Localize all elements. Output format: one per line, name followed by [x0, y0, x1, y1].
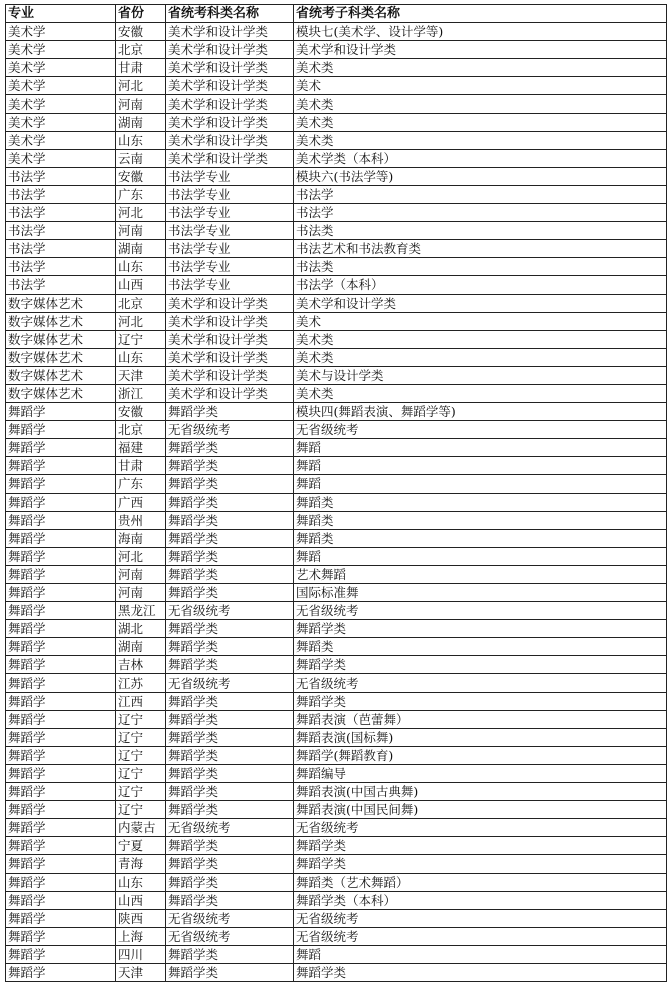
cell-major: 书法学	[6, 204, 116, 222]
cell-category: 美术学和设计学类	[166, 312, 294, 330]
cell-major: 书法学	[6, 222, 116, 240]
cell-major: 书法学	[6, 185, 116, 203]
cell-major: 美术学	[6, 113, 116, 131]
cell-major: 数字媒体艺术	[6, 384, 116, 402]
table-row	[6, 547, 667, 565]
table-row	[6, 620, 667, 638]
cell-category: 舞蹈学类	[166, 891, 294, 909]
cell-subcategory: 无省级统考	[294, 602, 667, 620]
cell-province: 湖南	[116, 240, 166, 258]
cell-major: 舞蹈学	[6, 529, 116, 547]
table-row	[6, 638, 667, 656]
cell-subcategory: 舞蹈	[294, 475, 667, 493]
cell-province: 山东	[116, 348, 166, 366]
cell-subcategory: 舞蹈学(舞蹈教育)	[294, 746, 667, 764]
table-row	[6, 113, 667, 131]
table-row	[6, 945, 667, 963]
table-row	[6, 294, 667, 312]
cell-category: 舞蹈学类	[166, 565, 294, 583]
cell-province: 安徽	[116, 23, 166, 41]
table-row	[6, 222, 667, 240]
cell-major: 舞蹈学	[6, 547, 116, 565]
cell-subcategory: 美术学和设计学类	[294, 41, 667, 59]
header-row	[6, 5, 667, 23]
cell-major: 舞蹈学	[6, 783, 116, 801]
table-row	[6, 77, 667, 95]
cell-province: 辽宁	[116, 801, 166, 819]
cell-category: 无省级统考	[166, 602, 294, 620]
cell-major: 舞蹈学	[6, 945, 116, 963]
cell-major: 舞蹈学	[6, 493, 116, 511]
cell-major: 舞蹈学	[6, 403, 116, 421]
cell-province: 安徽	[116, 167, 166, 185]
table-row	[6, 384, 667, 402]
cell-subcategory: 书法类	[294, 222, 667, 240]
cell-category: 舞蹈学类	[166, 547, 294, 565]
cell-category: 舞蹈学类	[166, 584, 294, 602]
cell-province: 江苏	[116, 674, 166, 692]
cell-province: 青海	[116, 855, 166, 873]
cell-category: 舞蹈学类	[166, 656, 294, 674]
table-row	[6, 312, 667, 330]
cell-major: 舞蹈学	[6, 891, 116, 909]
cell-subcategory: 舞蹈	[294, 457, 667, 475]
cell-major: 舞蹈学	[6, 855, 116, 873]
cell-category: 舞蹈学类	[166, 945, 294, 963]
table-row	[6, 204, 667, 222]
cell-category: 舞蹈学类	[166, 620, 294, 638]
table-row	[6, 475, 667, 493]
cell-major: 美术学	[6, 41, 116, 59]
cell-province: 内蒙古	[116, 819, 166, 837]
cell-category: 美术学和设计学类	[166, 23, 294, 41]
cell-category: 无省级统考	[166, 819, 294, 837]
cell-province: 山东	[116, 131, 166, 149]
cell-province: 云南	[116, 149, 166, 167]
cell-category: 舞蹈学类	[166, 475, 294, 493]
cell-subcategory: 书法学	[294, 204, 667, 222]
cell-category: 舞蹈学类	[166, 710, 294, 728]
cell-province: 辽宁	[116, 783, 166, 801]
cell-major: 舞蹈学	[6, 620, 116, 638]
cell-category: 书法学专业	[166, 276, 294, 294]
table-row	[6, 710, 667, 728]
table-row	[6, 656, 667, 674]
cell-major: 舞蹈学	[6, 674, 116, 692]
cell-category: 美术学和设计学类	[166, 330, 294, 348]
cell-major: 数字媒体艺术	[6, 312, 116, 330]
cell-category: 舞蹈学类	[166, 783, 294, 801]
cell-major: 数字媒体艺术	[6, 330, 116, 348]
cell-category: 无省级统考	[166, 421, 294, 439]
cell-category: 无省级统考	[166, 674, 294, 692]
cell-province: 辽宁	[116, 710, 166, 728]
cell-province: 吉林	[116, 656, 166, 674]
cell-subcategory: 舞蹈学类	[294, 620, 667, 638]
table-row	[6, 366, 667, 384]
cell-category: 美术学和设计学类	[166, 59, 294, 77]
table-row	[6, 421, 667, 439]
cell-province: 河北	[116, 547, 166, 565]
cell-province: 湖北	[116, 620, 166, 638]
cell-subcategory: 书法类	[294, 258, 667, 276]
cell-category: 书法学专业	[166, 222, 294, 240]
table-row	[6, 891, 667, 909]
cell-subcategory: 美术类	[294, 384, 667, 402]
column-header-category: 省统考科类名称	[166, 5, 294, 23]
table-row	[6, 801, 667, 819]
cell-subcategory: 美术学类（本科）	[294, 149, 667, 167]
cell-category: 舞蹈学类	[166, 728, 294, 746]
cell-major: 舞蹈学	[6, 746, 116, 764]
cell-province: 山西	[116, 891, 166, 909]
cell-subcategory: 舞蹈类	[294, 511, 667, 529]
cell-province: 河南	[116, 95, 166, 113]
table-row	[6, 95, 667, 113]
cell-subcategory: 舞蹈类（艺术舞蹈）	[294, 873, 667, 891]
cell-category: 美术学和设计学类	[166, 77, 294, 95]
cell-major: 书法学	[6, 240, 116, 258]
cell-province: 北京	[116, 421, 166, 439]
cell-province: 甘肃	[116, 457, 166, 475]
cell-major: 舞蹈学	[6, 439, 116, 457]
cell-subcategory: 舞蹈类	[294, 529, 667, 547]
cell-province: 河南	[116, 565, 166, 583]
cell-province: 河南	[116, 584, 166, 602]
cell-category: 美术学和设计学类	[166, 113, 294, 131]
cell-category: 舞蹈学类	[166, 511, 294, 529]
cell-province: 山西	[116, 276, 166, 294]
cell-subcategory: 美术	[294, 312, 667, 330]
cell-province: 江西	[116, 692, 166, 710]
table-row	[6, 493, 667, 511]
cell-province: 陕西	[116, 909, 166, 927]
cell-subcategory: 舞蹈学类	[294, 656, 667, 674]
column-header-major: 专业	[6, 5, 116, 23]
cell-major: 美术学	[6, 131, 116, 149]
table-row	[6, 185, 667, 203]
cell-major: 舞蹈学	[6, 656, 116, 674]
cell-subcategory: 美术与设计学类	[294, 366, 667, 384]
cell-subcategory: 舞蹈学类	[294, 837, 667, 855]
table-row	[6, 565, 667, 583]
cell-province: 辽宁	[116, 330, 166, 348]
cell-subcategory: 舞蹈表演(中国民间舞)	[294, 801, 667, 819]
cell-category: 美术学和设计学类	[166, 384, 294, 402]
table-row	[6, 529, 667, 547]
cell-major: 舞蹈学	[6, 692, 116, 710]
table-body	[6, 23, 667, 982]
cell-subcategory: 美术类	[294, 131, 667, 149]
table-row	[6, 240, 667, 258]
cell-subcategory: 舞蹈编导	[294, 764, 667, 782]
cell-category: 美术学和设计学类	[166, 294, 294, 312]
table-row	[6, 276, 667, 294]
table-row	[6, 819, 667, 837]
cell-major: 舞蹈学	[6, 710, 116, 728]
cell-province: 河北	[116, 77, 166, 95]
cell-category: 书法学专业	[166, 167, 294, 185]
cell-category: 舞蹈学类	[166, 963, 294, 981]
cell-province: 湖南	[116, 113, 166, 131]
cell-subcategory: 舞蹈	[294, 439, 667, 457]
cell-category: 无省级统考	[166, 909, 294, 927]
cell-major: 舞蹈学	[6, 927, 116, 945]
cell-major: 书法学	[6, 276, 116, 294]
cell-province: 山东	[116, 873, 166, 891]
cell-major: 美术学	[6, 59, 116, 77]
cell-subcategory: 书法学	[294, 185, 667, 203]
cell-category: 书法学专业	[166, 204, 294, 222]
cell-subcategory: 舞蹈学类（本科）	[294, 891, 667, 909]
cell-major: 舞蹈学	[6, 873, 116, 891]
cell-category: 舞蹈学类	[166, 403, 294, 421]
cell-subcategory: 无省级统考	[294, 421, 667, 439]
cell-category: 美术学和设计学类	[166, 366, 294, 384]
cell-subcategory: 书法学（本科）	[294, 276, 667, 294]
table-row	[6, 963, 667, 981]
cell-subcategory: 国际标准舞	[294, 584, 667, 602]
cell-major: 舞蹈学	[6, 764, 116, 782]
cell-major: 舞蹈学	[6, 909, 116, 927]
cell-category: 无省级统考	[166, 927, 294, 945]
cell-category: 美术学和设计学类	[166, 348, 294, 366]
cell-province: 宁夏	[116, 837, 166, 855]
cell-subcategory: 无省级统考	[294, 819, 667, 837]
table-row	[6, 167, 667, 185]
cell-subcategory: 美术类	[294, 59, 667, 77]
cell-category: 舞蹈学类	[166, 873, 294, 891]
cell-subcategory: 美术类	[294, 330, 667, 348]
cell-province: 湖南	[116, 638, 166, 656]
cell-category: 舞蹈学类	[166, 692, 294, 710]
cell-subcategory: 舞蹈学类	[294, 692, 667, 710]
cell-major: 美术学	[6, 95, 116, 113]
cell-major: 美术学	[6, 149, 116, 167]
cell-major: 舞蹈学	[6, 565, 116, 583]
table-row	[6, 692, 667, 710]
cell-province: 辽宁	[116, 764, 166, 782]
cell-subcategory: 美术类	[294, 95, 667, 113]
cell-category: 书法学专业	[166, 240, 294, 258]
cell-province: 河南	[116, 222, 166, 240]
cell-province: 天津	[116, 366, 166, 384]
cell-subcategory: 美术	[294, 77, 667, 95]
cell-province: 广西	[116, 493, 166, 511]
table-row	[6, 764, 667, 782]
cell-subcategory: 舞蹈学类	[294, 855, 667, 873]
cell-category: 书法学专业	[166, 185, 294, 203]
cell-subcategory: 模块七(美术学、设计学等)	[294, 23, 667, 41]
table-row	[6, 457, 667, 475]
cell-province: 山东	[116, 258, 166, 276]
table-row	[6, 131, 667, 149]
cell-province: 浙江	[116, 384, 166, 402]
cell-province: 河北	[116, 312, 166, 330]
cell-province: 黑龙江	[116, 602, 166, 620]
cell-category: 舞蹈学类	[166, 801, 294, 819]
cell-subcategory: 舞蹈表演(国标舞)	[294, 728, 667, 746]
cell-category: 美术学和设计学类	[166, 41, 294, 59]
cell-subcategory: 模块四(舞蹈表演、舞蹈学等)	[294, 403, 667, 421]
cell-category: 美术学和设计学类	[166, 95, 294, 113]
cell-major: 数字媒体艺术	[6, 366, 116, 384]
cell-category: 舞蹈学类	[166, 529, 294, 547]
cell-category: 书法学专业	[166, 258, 294, 276]
table-row	[6, 258, 667, 276]
cell-major: 数字媒体艺术	[6, 348, 116, 366]
cell-subcategory: 舞蹈表演(中国古典舞)	[294, 783, 667, 801]
cell-major: 舞蹈学	[6, 511, 116, 529]
table-row	[6, 41, 667, 59]
cell-province: 贵州	[116, 511, 166, 529]
cell-subcategory: 美术学和设计学类	[294, 294, 667, 312]
cell-major: 舞蹈学	[6, 584, 116, 602]
table-row	[6, 674, 667, 692]
table-header	[6, 5, 667, 23]
cell-province: 辽宁	[116, 746, 166, 764]
cell-province: 北京	[116, 41, 166, 59]
cell-major: 美术学	[6, 23, 116, 41]
cell-subcategory: 书法艺术和书法教育类	[294, 240, 667, 258]
cell-category: 舞蹈学类	[166, 764, 294, 782]
table-row	[6, 728, 667, 746]
cell-major: 舞蹈学	[6, 728, 116, 746]
cell-province: 北京	[116, 294, 166, 312]
table-row	[6, 584, 667, 602]
cell-major: 美术学	[6, 77, 116, 95]
table-row	[6, 909, 667, 927]
table-row	[6, 746, 667, 764]
cell-major: 书法学	[6, 258, 116, 276]
cell-major: 舞蹈学	[6, 819, 116, 837]
column-header-subcategory: 省统考子科类名称	[294, 5, 667, 23]
cell-subcategory: 美术类	[294, 348, 667, 366]
cell-major: 舞蹈学	[6, 457, 116, 475]
cell-major: 舞蹈学	[6, 421, 116, 439]
cell-subcategory: 无省级统考	[294, 674, 667, 692]
cell-province: 上海	[116, 927, 166, 945]
cell-province: 海南	[116, 529, 166, 547]
table-row	[6, 59, 667, 77]
cell-subcategory: 无省级统考	[294, 927, 667, 945]
cell-category: 舞蹈学类	[166, 837, 294, 855]
cell-province: 辽宁	[116, 728, 166, 746]
cell-major: 舞蹈学	[6, 963, 116, 981]
cell-category: 舞蹈学类	[166, 493, 294, 511]
cell-province: 甘肃	[116, 59, 166, 77]
table-row	[6, 149, 667, 167]
table-row	[6, 23, 667, 41]
cell-major: 数字媒体艺术	[6, 294, 116, 312]
table-row	[6, 783, 667, 801]
major-province-table	[5, 4, 667, 982]
cell-province: 福建	[116, 439, 166, 457]
cell-subcategory: 无省级统考	[294, 909, 667, 927]
cell-province: 广东	[116, 475, 166, 493]
cell-category: 舞蹈学类	[166, 457, 294, 475]
cell-major: 舞蹈学	[6, 801, 116, 819]
cell-major: 舞蹈学	[6, 475, 116, 493]
cell-category: 美术学和设计学类	[166, 149, 294, 167]
cell-province: 广东	[116, 185, 166, 203]
table-row	[6, 855, 667, 873]
cell-subcategory: 舞蹈类	[294, 493, 667, 511]
table-row	[6, 348, 667, 366]
table-row	[6, 403, 667, 421]
table-row	[6, 602, 667, 620]
cell-category: 舞蹈学类	[166, 638, 294, 656]
cell-subcategory: 舞蹈类	[294, 638, 667, 656]
table-row	[6, 511, 667, 529]
cell-category: 舞蹈学类	[166, 439, 294, 457]
cell-subcategory: 舞蹈学类	[294, 963, 667, 981]
cell-major: 舞蹈学	[6, 638, 116, 656]
cell-subcategory: 舞蹈	[294, 547, 667, 565]
column-header-province: 省份	[116, 5, 166, 23]
cell-subcategory: 舞蹈	[294, 945, 667, 963]
cell-major: 舞蹈学	[6, 837, 116, 855]
cell-category: 舞蹈学类	[166, 746, 294, 764]
cell-province: 安徽	[116, 403, 166, 421]
cell-subcategory: 舞蹈表演（芭蕾舞）	[294, 710, 667, 728]
table-row	[6, 873, 667, 891]
table-row	[6, 837, 667, 855]
table-row	[6, 330, 667, 348]
cell-major: 舞蹈学	[6, 602, 116, 620]
cell-subcategory: 美术类	[294, 113, 667, 131]
cell-province: 天津	[116, 963, 166, 981]
cell-category: 舞蹈学类	[166, 855, 294, 873]
cell-subcategory: 艺术舞蹈	[294, 565, 667, 583]
cell-province: 河北	[116, 204, 166, 222]
table-row	[6, 927, 667, 945]
cell-major: 书法学	[6, 167, 116, 185]
cell-province: 四川	[116, 945, 166, 963]
cell-category: 美术学和设计学类	[166, 131, 294, 149]
table-row	[6, 439, 667, 457]
cell-subcategory: 模块六(书法学等)	[294, 167, 667, 185]
